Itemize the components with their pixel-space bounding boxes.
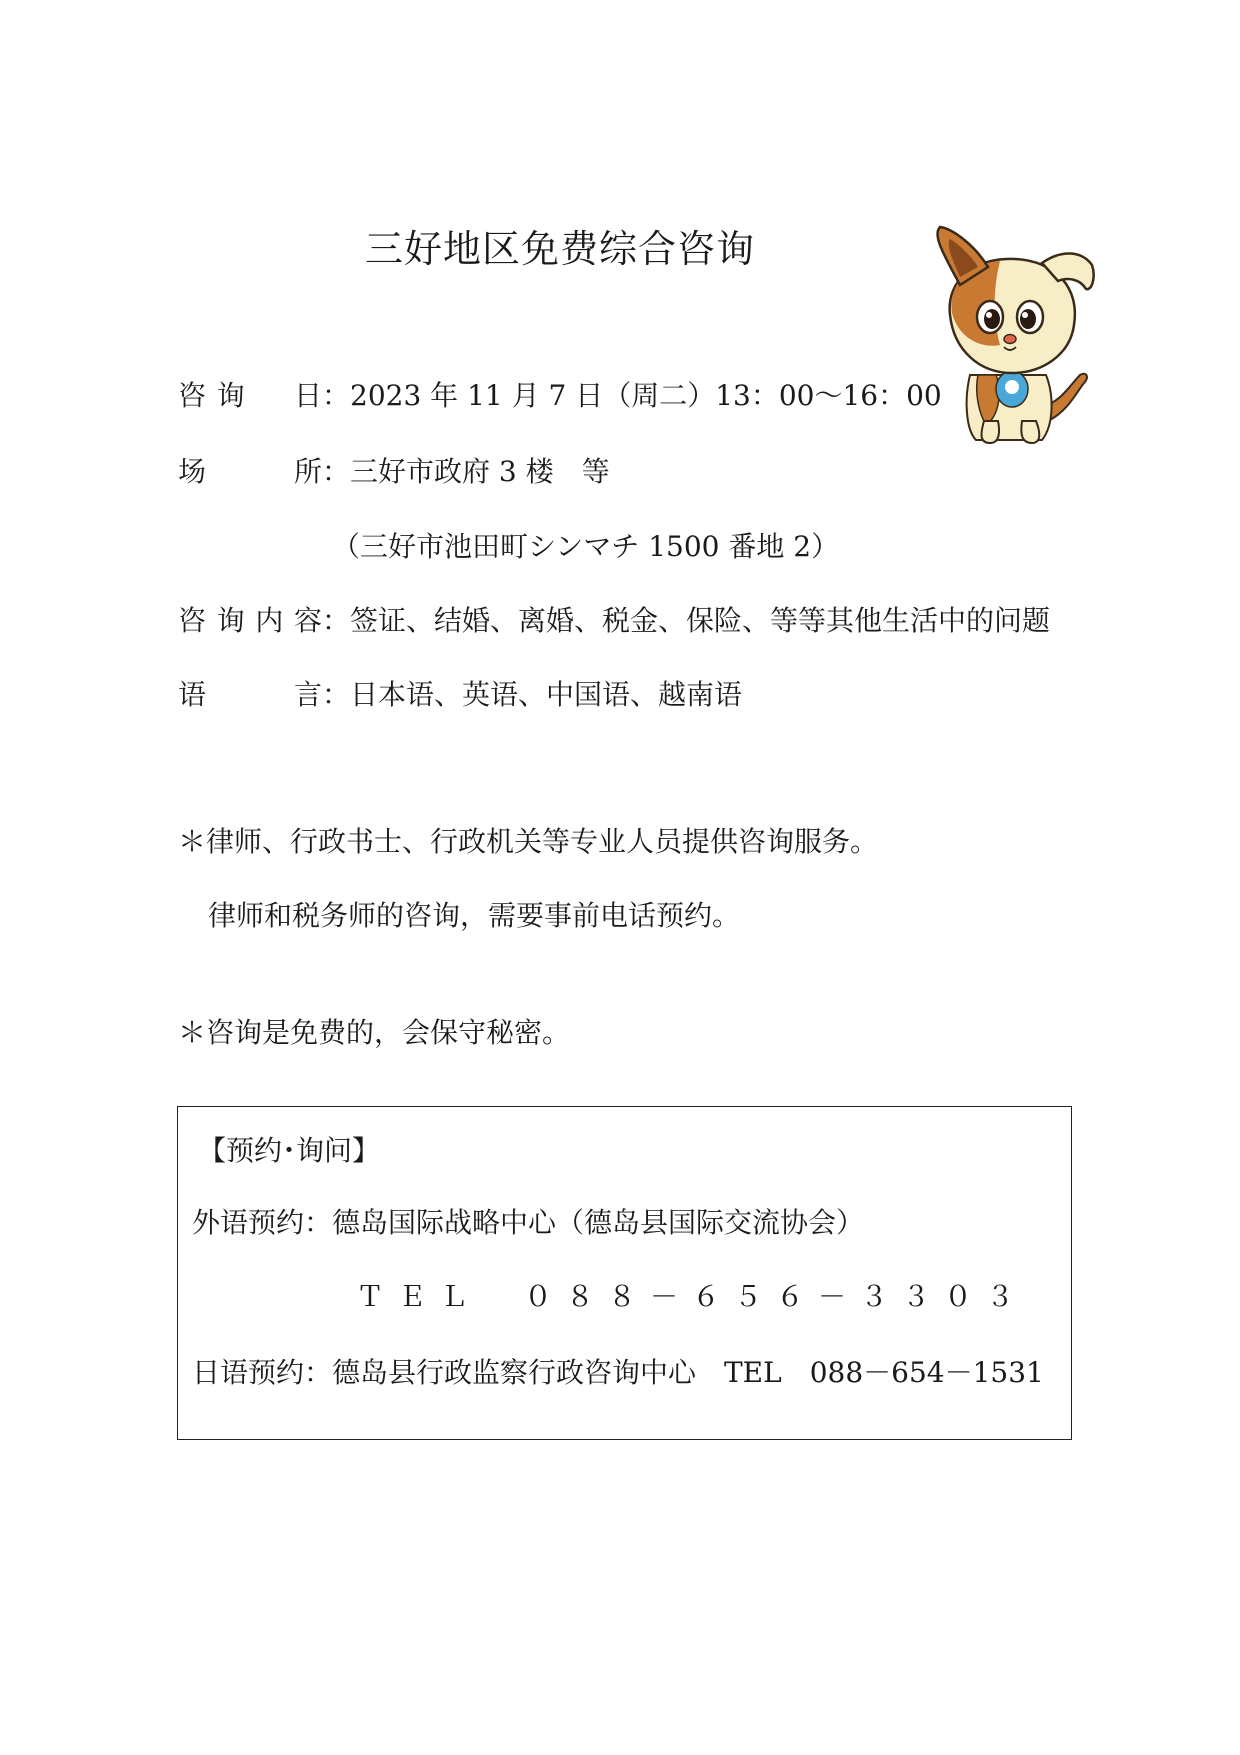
place-address: （三好市池田町シンマチ 1500 番地 2） [332,530,840,563]
date-colon: ： [322,379,351,412]
place-row [178,452,610,492]
note-professionals: ＊律师、行政书士、行政机关等专业人员提供咨询服务。 [178,825,879,858]
page-title: 三好地区免费综合咨询 [365,227,756,271]
content-value: 签证、结婚、离婚、税金、保险、等等其他生活中的问题 [350,604,1051,637]
japanese-contact: 日语预约：德岛县行政监察行政咨询中心 TEL 088－654－1531 [192,1356,1044,1389]
date-value: 2023 年 11 月 7 日（周二）13：00～16：00 [350,379,942,412]
content-label: 咨询内容 [178,604,322,637]
language-row [178,675,742,715]
note-reservation: 律师和税务师的咨询，需要事前电话预约。 [208,899,741,932]
date-label: 咨询 日 [178,379,322,412]
content-row [178,601,1050,641]
foreign-language-tel: ＴＥＬ ０８８－６５６－３３０３ [356,1280,1029,1313]
contact-heading: 【预约･询问】 [198,1134,381,1167]
language-colon: ： [322,678,351,711]
language-label: 语 言 [178,678,322,711]
foreign-language-contact: 外语预约：德岛国际战略中心（德岛县国际交流协会） [192,1206,865,1239]
language-value: 日本语、英语、中国语、越南语 [350,678,743,711]
note-confidential: ＊咨询是免费的，会保守秘密。 [178,1016,571,1049]
content-colon: ： [322,604,351,637]
dog-mascot-icon [930,225,1100,450]
place-colon: ： [322,455,351,488]
contact-box [177,1106,1072,1440]
place-label: 场 所 [178,455,322,488]
place-value: 三好市政府 3 楼 等 [350,455,610,488]
date-row [178,376,942,416]
